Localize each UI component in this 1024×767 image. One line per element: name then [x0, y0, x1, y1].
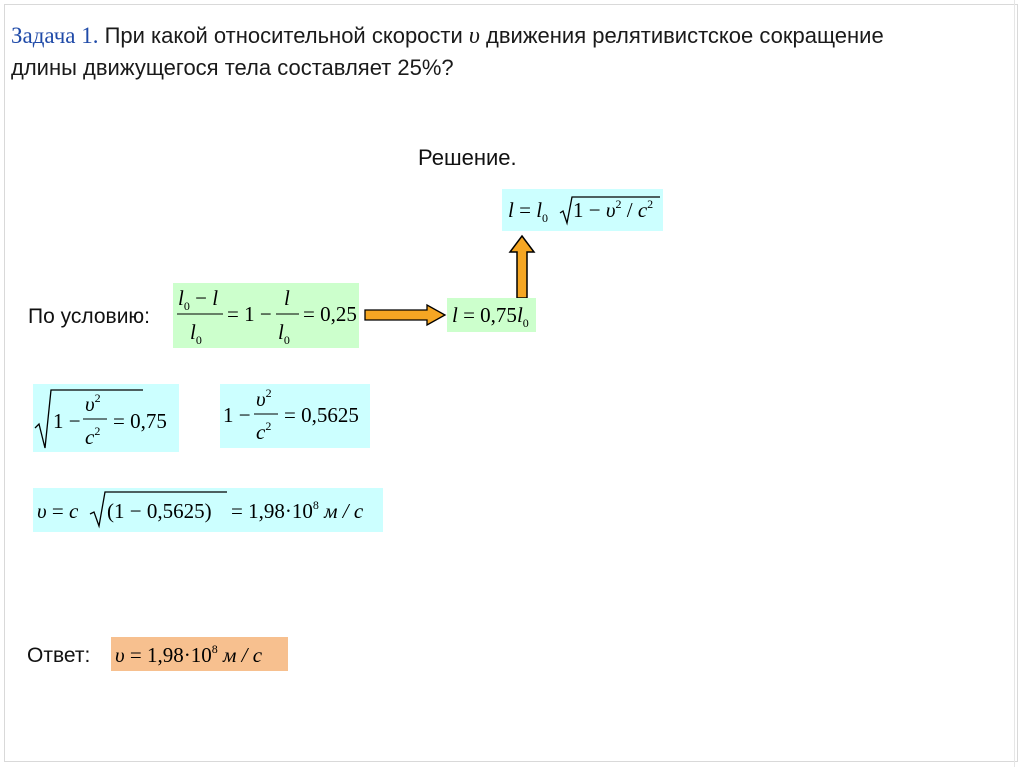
arrow-up-icon [508, 234, 536, 300]
svg-text:1 − υ2 / c2: $1 - \upsilon^2 / c^2$ [573, 197, 654, 222]
svg-text:c2: $c^2$ [85, 424, 101, 449]
svg-text:1 −: 1 − [223, 403, 251, 427]
formula-sqrt-eq [33, 384, 179, 452]
task-text-line2: длины движущегося тела составляет 25%? [11, 55, 454, 80]
formula-contraction [502, 189, 663, 231]
svg-text:= 1 −: = 1 − [227, 302, 272, 326]
formula-square-eq [220, 384, 370, 448]
formula-v-calc [33, 488, 383, 532]
svg-text:= 0,5625: = 0,5625 [284, 403, 359, 427]
svg-text:1 −: 1 − [53, 409, 81, 433]
svg-text:= 0,75: = 0,75 [113, 409, 167, 433]
svg-text:υ = 1,98·108 м / с: $\upsilon = 1,98\cdot 10^8$ м / с [115, 642, 263, 667]
svg-text:l0: $l_0$ [190, 320, 202, 347]
svg-text:υ = c: υ = c [37, 499, 79, 523]
svg-text:= 1,98·108 м / с: = $1,98\cdot 10^8$ м / с [231, 498, 364, 523]
formula-answer [111, 637, 288, 671]
formula-l-result-svg [447, 298, 536, 332]
svg-text:υ2: $\upsilon^2$ [85, 391, 101, 416]
arrow-right-icon [363, 303, 447, 327]
formula-answer-svg [111, 637, 288, 671]
condition-label: По условию: [28, 305, 151, 328]
svg-text:l = l0: $l = l_0$ [508, 198, 549, 225]
task-text-2: движения релятивистское сокращение [479, 23, 884, 48]
svg-text:c2: $c^2$ [256, 419, 272, 444]
task-label: Задача 1. [11, 23, 99, 48]
formula-condition [173, 283, 359, 348]
svg-text:(1 − 0,5625): (1 − 0,5625) [107, 499, 212, 523]
answer-label: Ответ: [27, 644, 91, 667]
svg-text:l0 − l: $l_0 - l$ [178, 286, 219, 313]
task-variable: υ [468, 23, 480, 49]
formula-contraction-svg [502, 189, 663, 231]
svg-text:l0: $l_0$ [278, 320, 290, 347]
slide-edge-line [1014, 0, 1015, 767]
formula-l-result [447, 298, 536, 332]
svg-text:υ2: $\upsilon^2$ [256, 386, 272, 411]
formula-condition-svg [173, 283, 359, 348]
task-statement [11, 20, 1011, 83]
svg-text:= 0,25: = 0,25 [303, 302, 357, 326]
svg-text:l = 0,75l0: $l = 0,75l_0$ [452, 303, 529, 330]
formula-sqrt-eq-svg [33, 384, 179, 452]
svg-text:l: l [284, 286, 290, 310]
formula-square-eq-svg [220, 384, 370, 448]
task-text-1: При какой относительной скорости [98, 23, 469, 48]
formula-v-calc-svg [33, 488, 383, 532]
solution-heading: Решение. [418, 145, 517, 170]
